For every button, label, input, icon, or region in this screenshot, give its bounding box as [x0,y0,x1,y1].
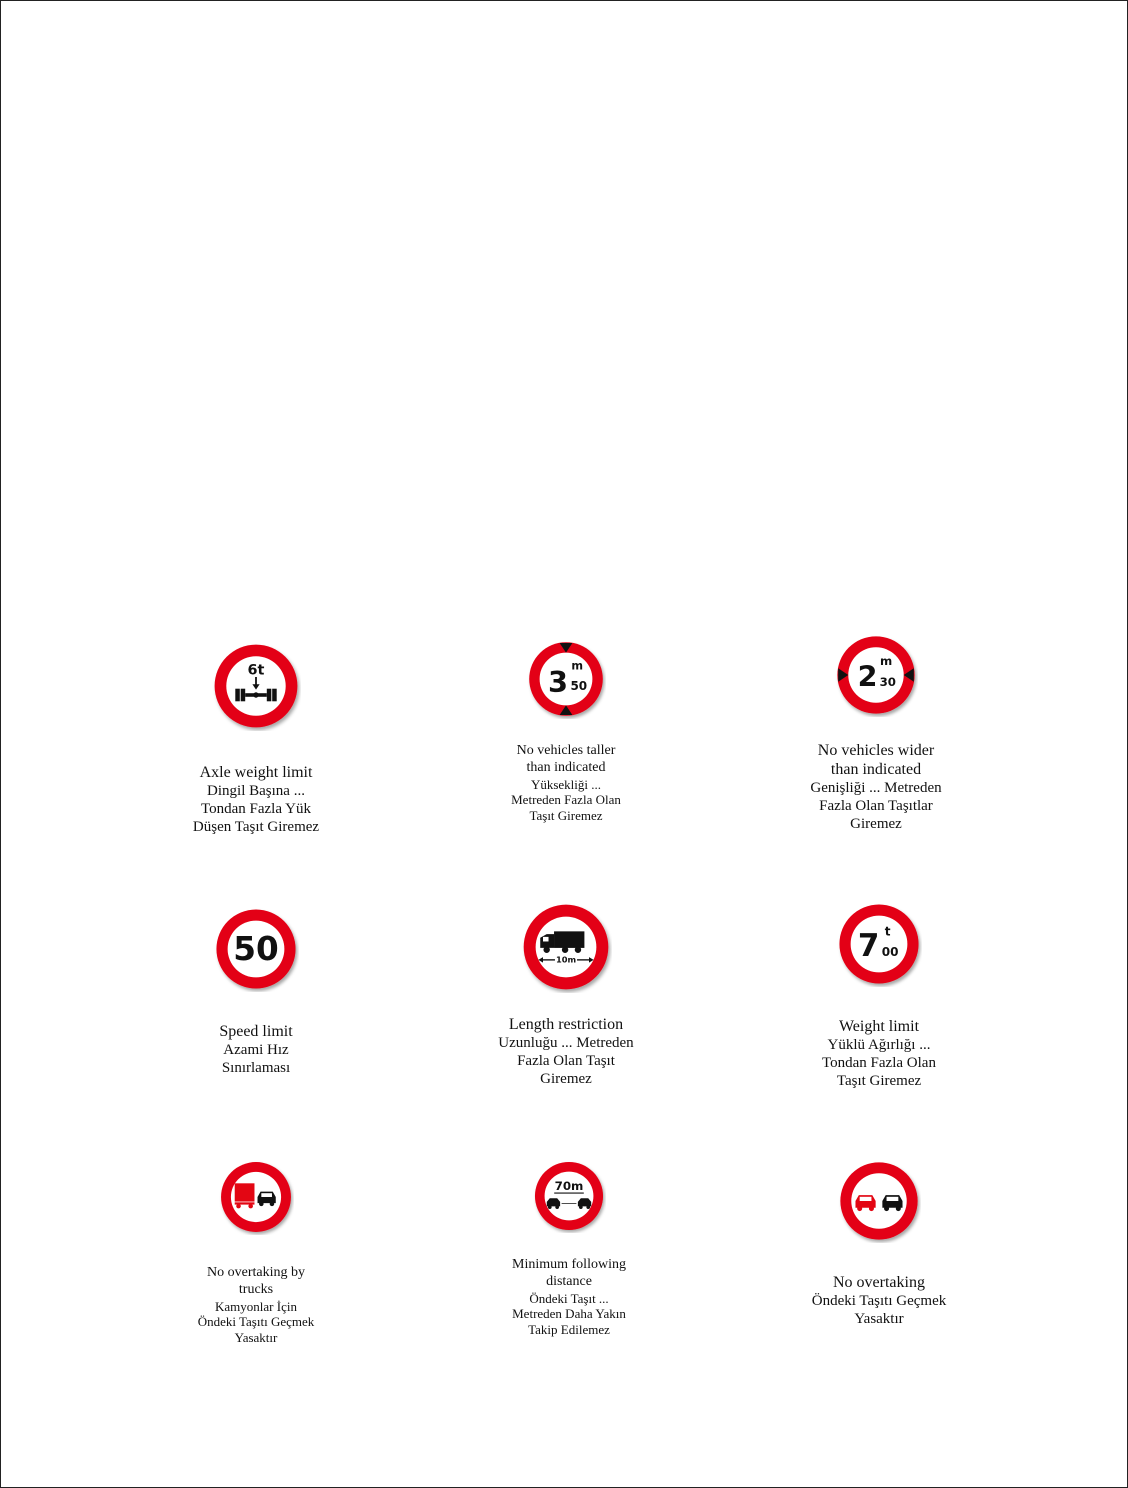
caption-turkish: Genişliği ... Metreden [810,780,942,797]
caption-turkish: Metreden Fazla Olan [511,792,621,808]
caption-turkish: Tondan Fazla Olan [822,1055,936,1072]
caption-english: No overtaking [833,1274,925,1291]
caption-english: Length restriction [508,1016,624,1033]
sign-text: 10m [555,954,577,965]
caption-english: than indicated [830,761,922,779]
sign-card-no-overtaking [749,1159,1009,1328]
caption-turkish: Metreden Daha Yakın [512,1306,626,1322]
caption-english: Weight limit [838,1018,920,1035]
sign-card-min-following-distance [439,1159,699,1337]
caption-turkish: Fazla Olan Taşıt [517,1053,615,1070]
caption-turkish: Düşen Taşıt Giremez [192,819,320,836]
sign-card-width-limit [746,633,1006,833]
weight-limit-sign-icon [836,901,922,987]
width-limit-sign-icon [834,633,918,717]
sign-text: 70m [554,1179,584,1194]
sign-text: m [879,653,893,668]
caption-english: No vehicles wider [817,742,935,759]
caption-turkish: Öndeki Taşıt ... [529,1290,609,1306]
minimum-following-distance-sign-icon [532,1159,606,1233]
caption-turkish: Taşıt Giremez [529,807,603,823]
caption-turkish: Öndeki Taşıtı Geçmek [811,1293,947,1310]
caption-turkish: Taşıt Giremez [836,1073,922,1090]
sign-text: 50 [233,930,279,969]
caption-english: Speed limit [219,1023,293,1040]
sign-card-length-restriction [436,901,696,1088]
sign-text: 50 [570,679,588,694]
caption-turkish: Tondan Fazla Yük [200,801,312,818]
caption-turkish: Giremez [540,1071,592,1088]
sign-card-weight-limit [749,901,1009,1090]
sign-text: 2 [857,659,878,694]
axle-weight-limit-sign-icon [211,641,301,731]
caption-turkish: Azami Hız [223,1042,289,1059]
sign-text: 00 [881,945,899,960]
caption-english: No vehicles taller [516,743,616,758]
caption-english: distance [546,1273,592,1289]
sign-text: 7 [857,928,880,965]
no-overtaking-by-trucks-sign-icon [218,1159,294,1235]
sign-card-height-limit [436,639,696,823]
caption-english: No overtaking by [207,1265,305,1280]
caption-turkish: Yüklü Ağırlığı ... [827,1037,931,1054]
caption-turkish: Takip Edilemez [528,1321,610,1337]
sign-card-speed-limit [126,906,386,1077]
caption-english: Axle weight limit [199,764,313,781]
caption-turkish: Uzunluğu ... Metreden [498,1035,634,1052]
height-limit-sign-icon [526,639,606,719]
caption-turkish: Fazla Olan Taşıtlar [819,798,933,815]
caption-turkish: Öndeki Taşıtı Geçmek [197,1314,315,1330]
caption-english: than indicated [526,759,606,775]
sign-text: 3 [547,664,569,699]
caption-turkish: Yasaktır [854,1311,904,1328]
caption-english: Minimum following [512,1257,626,1272]
sign-card-axle-weight [126,641,386,836]
caption-english: trucks [238,1281,274,1297]
sign-text: 6t [247,662,265,679]
speed-limit-sign-icon [213,906,299,992]
sign-text: 30 [879,674,896,689]
caption-turkish: Kamyonlar İçin [215,1298,297,1314]
caption-turkish: Yüksekliği ... [530,776,602,792]
caption-turkish: Giremez [850,816,902,833]
sign-text: m [571,659,584,673]
caption-turkish: Yasaktır [234,1329,278,1345]
no-overtaking-sign-icon [837,1159,921,1243]
sign-text: t [884,924,891,939]
caption-turkish: Sınırlaması [221,1060,291,1077]
length-restriction-sign-icon [520,901,612,993]
caption-turkish: Dingil Başına ... [207,783,305,800]
sign-card-no-overtaking-trucks [126,1159,386,1345]
